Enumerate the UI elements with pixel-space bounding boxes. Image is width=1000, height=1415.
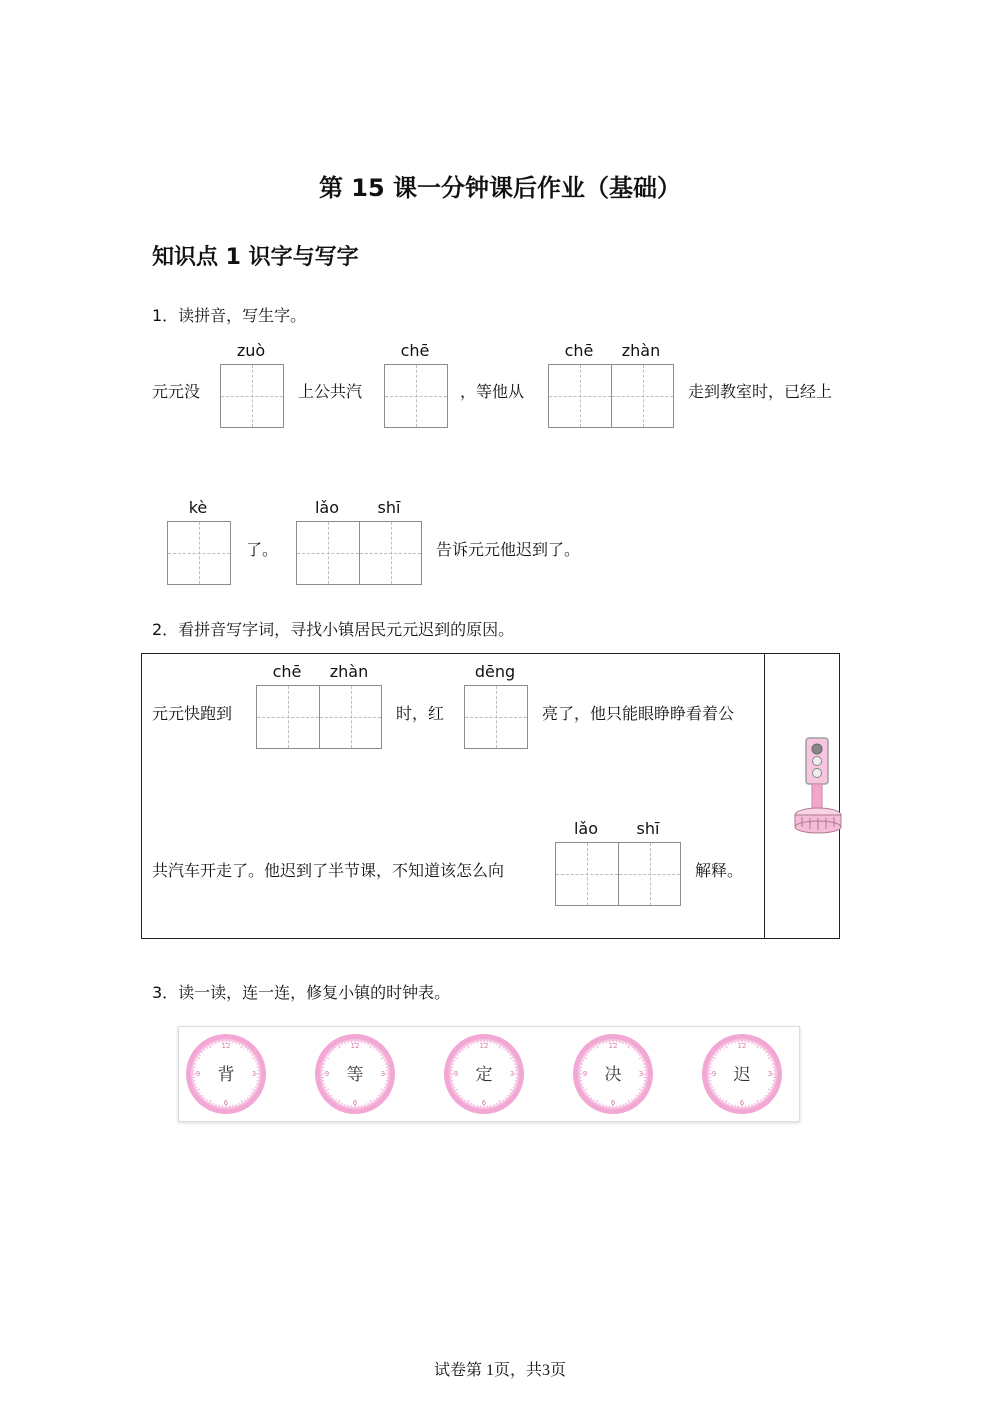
clock-character: 定 bbox=[475, 1065, 493, 1085]
clock-number: 12 bbox=[221, 1042, 231, 1050]
clock-icon[interactable] bbox=[442, 1032, 526, 1116]
clock-number: 3 bbox=[767, 1070, 773, 1078]
q1-text-6: 告诉元元他迟到了。 bbox=[436, 540, 581, 559]
q2-text-1: 元元快跑到 bbox=[152, 704, 233, 723]
clock-icon[interactable] bbox=[313, 1032, 397, 1116]
clock-character: 决 bbox=[604, 1065, 622, 1085]
q2-text-3: 亮了，他只能眼睁睁看着公 bbox=[542, 704, 735, 723]
clock-number: 6 bbox=[610, 1099, 616, 1107]
writing-grid-chezhan-q2[interactable] bbox=[256, 685, 382, 749]
clock-number: 9 bbox=[582, 1070, 588, 1078]
writing-grid-chezhan[interactable] bbox=[548, 364, 674, 428]
clock-icon[interactable] bbox=[184, 1032, 268, 1116]
clock-number: 6 bbox=[739, 1099, 745, 1107]
traffic-light-icon bbox=[790, 735, 842, 839]
clock-number: 12 bbox=[479, 1042, 489, 1050]
clock-number: 6 bbox=[223, 1099, 229, 1107]
question-1-prompt: 1．读拼音，写生字。 bbox=[152, 306, 307, 325]
clock-number: 9 bbox=[324, 1070, 330, 1078]
pinyin-che-q2: chē bbox=[272, 662, 302, 681]
q1-text-1: 元元没 bbox=[152, 382, 201, 401]
q2-text-2: 时，红 bbox=[396, 704, 445, 723]
pinyin-ke: kè bbox=[188, 498, 208, 517]
clock-number: 12 bbox=[737, 1042, 747, 1050]
q2-text-5: 解释。 bbox=[695, 861, 744, 880]
writing-grid-zuo[interactable] bbox=[220, 364, 284, 428]
clock-number: 12 bbox=[350, 1042, 360, 1050]
pinyin-shi: shī bbox=[377, 498, 401, 517]
clock-icon[interactable] bbox=[571, 1032, 655, 1116]
q2-text-4: 共汽车开走了。他迟到了半节课，不知道该怎么向 bbox=[152, 861, 505, 880]
clock-number: 12 bbox=[608, 1042, 618, 1050]
writing-grid-deng[interactable] bbox=[464, 685, 528, 749]
q1-text-4: 走到教室时，已经上 bbox=[688, 382, 833, 401]
writing-grid-che[interactable] bbox=[384, 364, 448, 428]
question-2-prompt: 2．看拼音写字词，寻找小镇居民元元迟到的原因。 bbox=[152, 620, 515, 639]
clock-number: 9 bbox=[711, 1070, 717, 1078]
clock-number: 3 bbox=[380, 1070, 386, 1078]
clock-character: 等 bbox=[346, 1065, 364, 1085]
writing-grid-laoshi[interactable] bbox=[296, 521, 422, 585]
clock-number: 6 bbox=[481, 1099, 487, 1107]
clock-number: 6 bbox=[352, 1099, 358, 1107]
q1-text-5: 了。 bbox=[246, 540, 279, 559]
clock-character: 迟 bbox=[733, 1065, 751, 1085]
question-2-divider bbox=[764, 653, 765, 939]
pinyin-lao-q2: lǎo bbox=[573, 819, 599, 838]
q1-text-3: ，等他从 bbox=[460, 382, 525, 401]
pinyin-che-2: chē bbox=[564, 341, 594, 360]
clock-strip bbox=[178, 1026, 800, 1122]
pinyin-shi-q2: shī bbox=[636, 819, 660, 838]
writing-grid-laoshi-q2[interactable] bbox=[555, 842, 681, 906]
clock-icon[interactable] bbox=[700, 1032, 784, 1116]
clock-number: 3 bbox=[509, 1070, 515, 1078]
clock-number: 3 bbox=[251, 1070, 257, 1078]
writing-grid-ke[interactable] bbox=[167, 521, 231, 585]
clock-character: 背 bbox=[217, 1065, 235, 1085]
clock-number: 9 bbox=[195, 1070, 201, 1078]
section-heading: 知识点 1 识字与写字 bbox=[152, 245, 359, 270]
pinyin-zuo: zuò bbox=[236, 341, 266, 360]
pinyin-lao: lǎo bbox=[314, 498, 340, 517]
pinyin-deng: dēng bbox=[474, 662, 516, 681]
q1-text-2: 上公共汽 bbox=[298, 382, 363, 401]
page-title: 第 15 课一分钟课后作业（基础） bbox=[318, 174, 682, 202]
pinyin-zhan-q2: zhàn bbox=[329, 662, 369, 681]
page-footer: 试卷第 1页，共3页 bbox=[433, 1362, 566, 1379]
pinyin-zhan: zhàn bbox=[621, 341, 661, 360]
clock-number: 9 bbox=[453, 1070, 459, 1078]
clock-number: 3 bbox=[638, 1070, 644, 1078]
pinyin-che: chē bbox=[400, 341, 430, 360]
question-3-prompt: 3．读一读，连一连，修复小镇的时钟表。 bbox=[152, 983, 451, 1002]
